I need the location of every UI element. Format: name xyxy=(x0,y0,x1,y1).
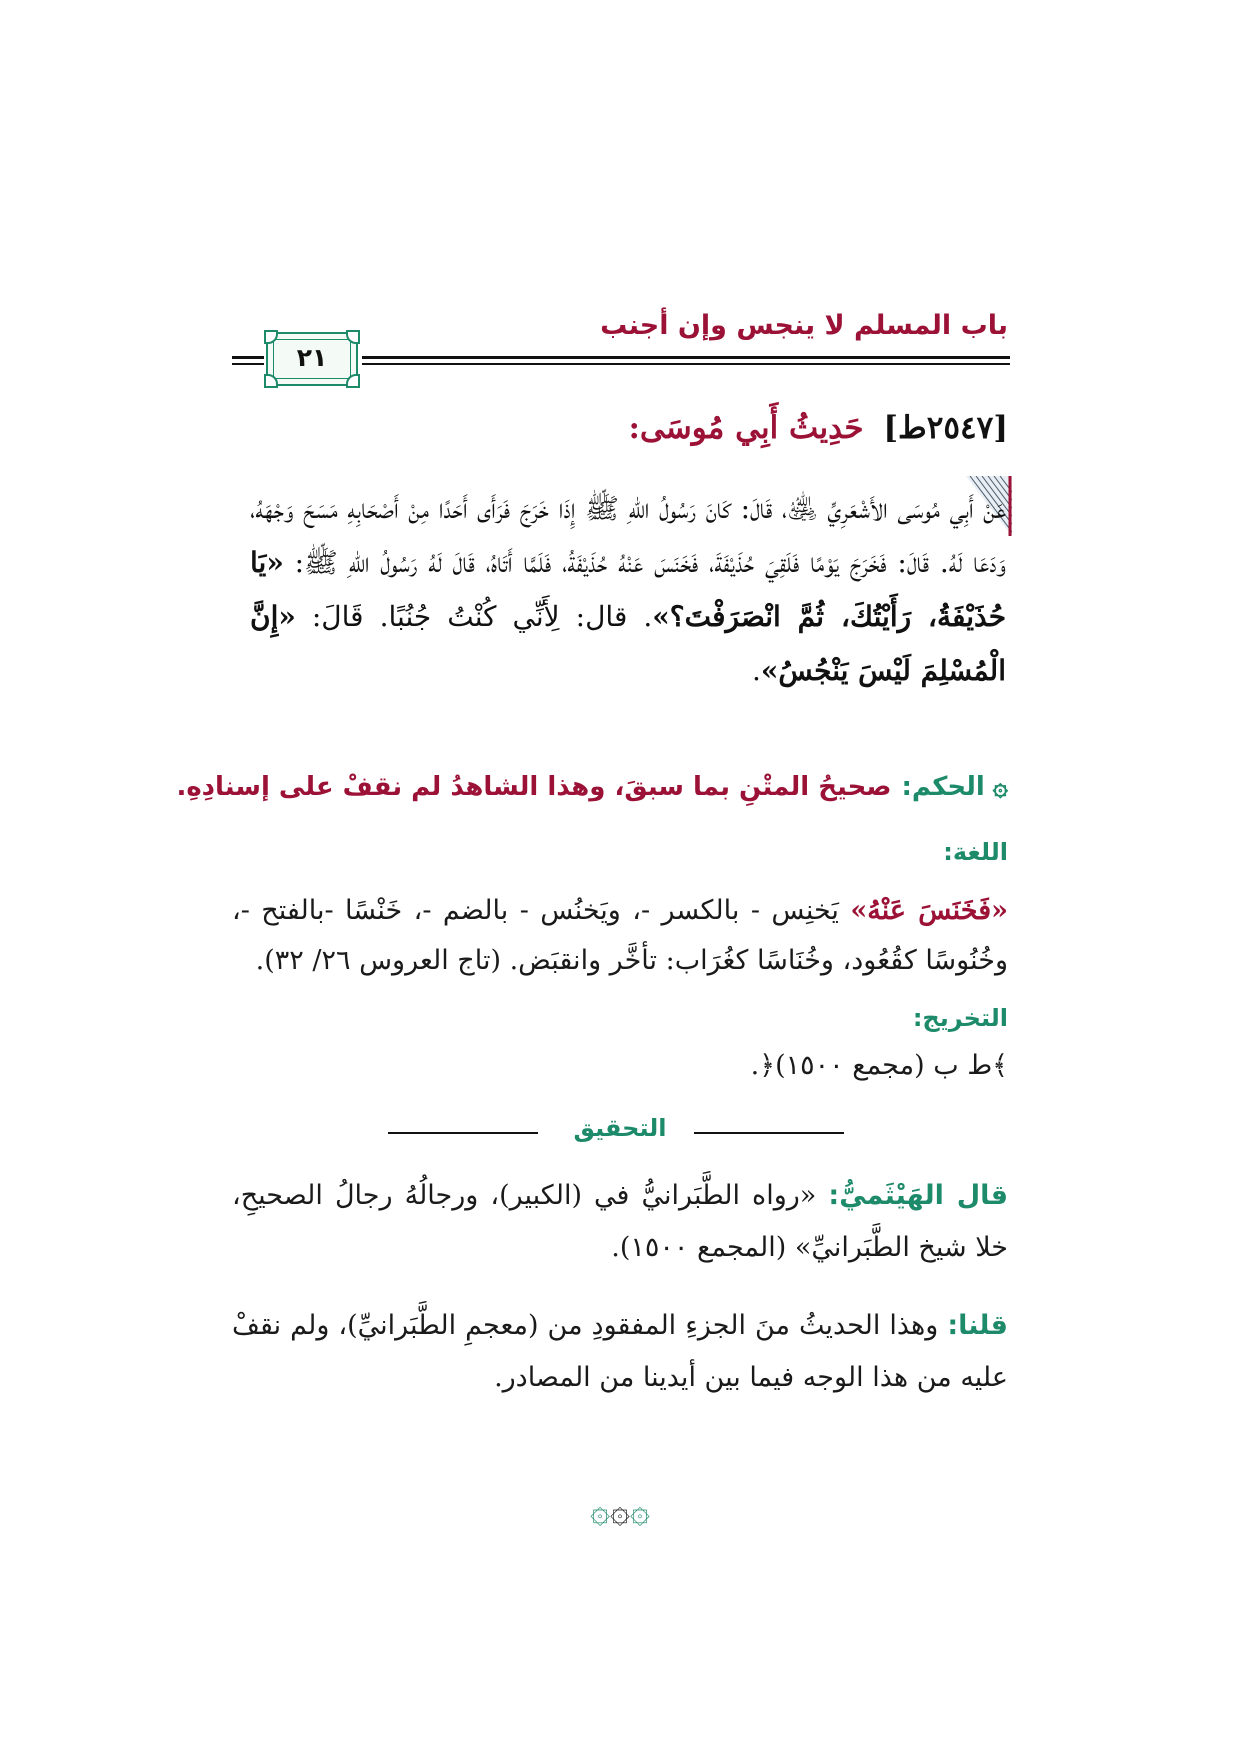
tahqiq-paragraph xyxy=(232,1300,1008,1404)
hadith-heading xyxy=(628,410,1008,446)
hadith-quote: «إِنَّ الْمُسْلِمَ لَيْسَ يَنْجُسُ» xyxy=(250,600,1006,687)
language-note xyxy=(232,886,1008,986)
language-term: «فَخَنَسَ عَنْهُ» xyxy=(850,895,1009,926)
hadith-text-part: . قال: لِأَنِّي كُنْتُ جُنُبًا. قَالَ: xyxy=(295,600,653,633)
header-rule xyxy=(232,356,264,359)
paragraph-text: «رواه الطَّبَرانيُّ في (الكبير)، ورجالُهُ رجالُ الصحيحِ، خلا شيخ الطَّبَرانيِّ» (المجمع ١٥٠٠). xyxy=(232,1180,1008,1263)
header-rule xyxy=(232,363,264,365)
ruling-label: الحكم: xyxy=(901,772,985,802)
closing-ornaments xyxy=(0,1490,1240,1531)
rub-el-hizb-icon: ۞ xyxy=(992,772,1008,802)
hadith-text-part: . xyxy=(752,654,761,687)
rub-el-hizb-icon: ۞ xyxy=(629,1491,650,1531)
hadith-text-part: عَنْ أَبِي مُوسَى الأَشْعَرِيِّ ﵁، قَالَ: كَانَ رَسُولُ اللهِ ﷺ إِذَا خَرَجَ فَرَأَى أَحَدًا مِنْ أَصْحَابِهِ مَسَحَ وَجْهَهُ، وَدَعَا لَهُ. قَالَ: فَخَرَجَ يَوْمًا فَلَقِيَ حُذَيْفَةَ، فَخَنَسَ عَنْهُ حُذَيْفَةُ، فَلَمَّا أَتَاهُ، قَالَ لَهُ رَسُولُ اللهِ ﷺ: xyxy=(250,492,1006,579)
ruling-line xyxy=(176,772,1008,802)
tahqiq-divider xyxy=(232,1112,1008,1152)
chapter-title: باب المسلم لا ينجس وإن أجنب xyxy=(600,310,1008,341)
takhrij-label: التخريج: xyxy=(912,1004,1008,1032)
tahqiq-paragraph xyxy=(232,1170,1008,1274)
paragraph-lead: قال الهَيْثَميُّ: xyxy=(828,1180,1009,1211)
takhrij-text: ﴾ط ب (مجمع ١٥٠٠)﴿. xyxy=(750,1050,1008,1081)
language-explanation: يَخنِس - بالكسر -، ويَخنُس - بالضم -، خَنْسًا -بالفتح -، وخُنُوسًا كقُعُود، وخُنَاسًا كغُرَاب: تأخَّر وانقبَض. (تاج العروس ٢٦/ ٣٢). xyxy=(232,895,1008,976)
tahqiq-label: التحقيق xyxy=(573,1114,667,1142)
page-number: ٢١ xyxy=(296,343,328,372)
paragraph-lead: قلنا: xyxy=(947,1310,1008,1341)
paragraph-text: وهذا الحديثُ منَ الجزءِ المفقودِ من (معجمِ الطَّبَرانيِّ)، ولم نقفْ عليه من هذا الوجه فيما بين أيدينا من المصادر. xyxy=(232,1310,1008,1393)
page-number-badge xyxy=(266,332,358,386)
hadith-number: [٢٥٤٧ط] xyxy=(883,410,1008,446)
rub-el-hizb-icon: ۞ xyxy=(590,1491,611,1531)
hadith-quote: «يَا حُذَيْفَةُ، رَأَيْتُكَ، ثُمَّ انْصَرَفْتَ؟» xyxy=(250,546,1007,633)
ruling-text: صحيحُ المتْنِ بما سبقَ، وهذا الشاهدُ لم نقفْ على إسنادِهِ. xyxy=(176,772,892,802)
language-label: اللغة: xyxy=(943,838,1008,866)
badge-corner-ornament xyxy=(346,374,360,388)
hadith-text xyxy=(250,482,1006,698)
header-rule xyxy=(362,363,1010,365)
rub-el-hizb-icon: ۞ xyxy=(610,1491,630,1531)
header-rule xyxy=(362,356,1010,359)
hadith-title: حَدِيثُ أَبِي مُوسَى: xyxy=(628,410,864,446)
